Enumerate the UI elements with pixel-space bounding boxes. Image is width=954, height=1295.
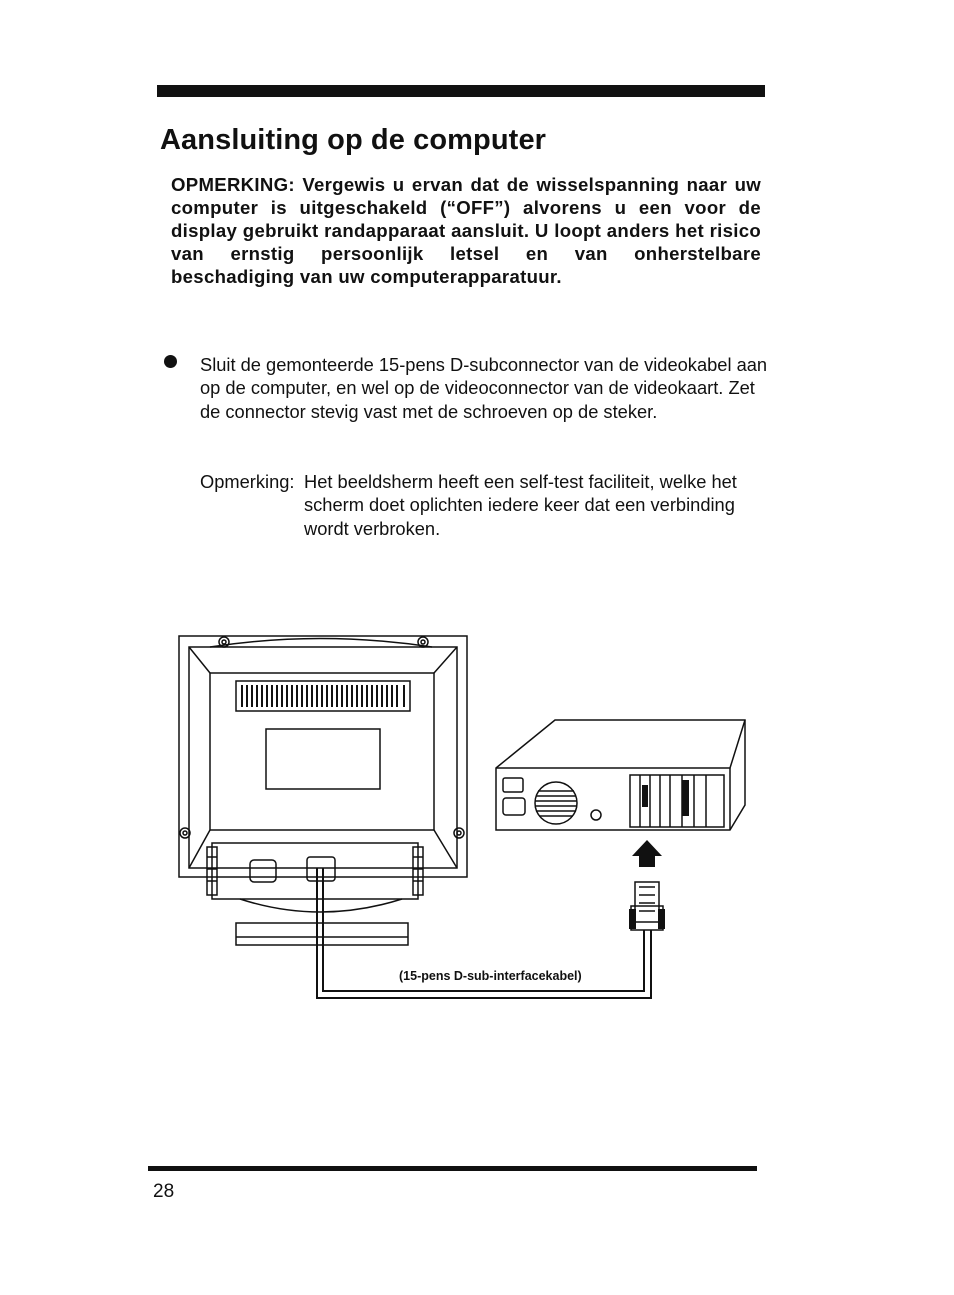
bottom-rule: [148, 1166, 757, 1171]
top-rule: [157, 85, 765, 97]
cable-caption: (15-pens D-sub-interfacekabel): [399, 969, 582, 983]
connection-diagram-svg: [170, 625, 760, 1015]
page-number: 28: [153, 1181, 175, 1202]
vent-slats: [242, 685, 404, 707]
instruction-text: Sluit de gemonteerde 15-pens D-subconnector van de videokabel aan op de computer, en wel op de videoconnector van de videokaart. Zet de connector stevig vast met de schroeven op de steker.: [200, 354, 768, 422]
page-title: Aansluiting op de computer: [160, 124, 547, 156]
note-text: Het beeldsherm heeft een self-test faciliteit, welke het scherm doet oplichten iedere keer dat een verbinding wordt verbroken.: [304, 471, 737, 539]
note-label: Opmerking:: [200, 471, 295, 492]
fan-grille: [535, 791, 577, 816]
arrow-up-icon: [632, 840, 662, 867]
connection-diagram: [170, 625, 760, 1015]
computer-rear-illustration: [496, 720, 745, 830]
bullet-icon: [164, 355, 177, 368]
warning-note: OPMERKING: Vergewis u ervan dat de wisselspanning naar uw computer is uitgeschakeld (“OFF”) alvorens u een voor de display gebruikt randapparaat aansluit. U loopt anders het risico van ernstig persoonlijk letsel en van onherstelbare beschadiging van uw computerapparatuur.: [171, 174, 761, 287]
